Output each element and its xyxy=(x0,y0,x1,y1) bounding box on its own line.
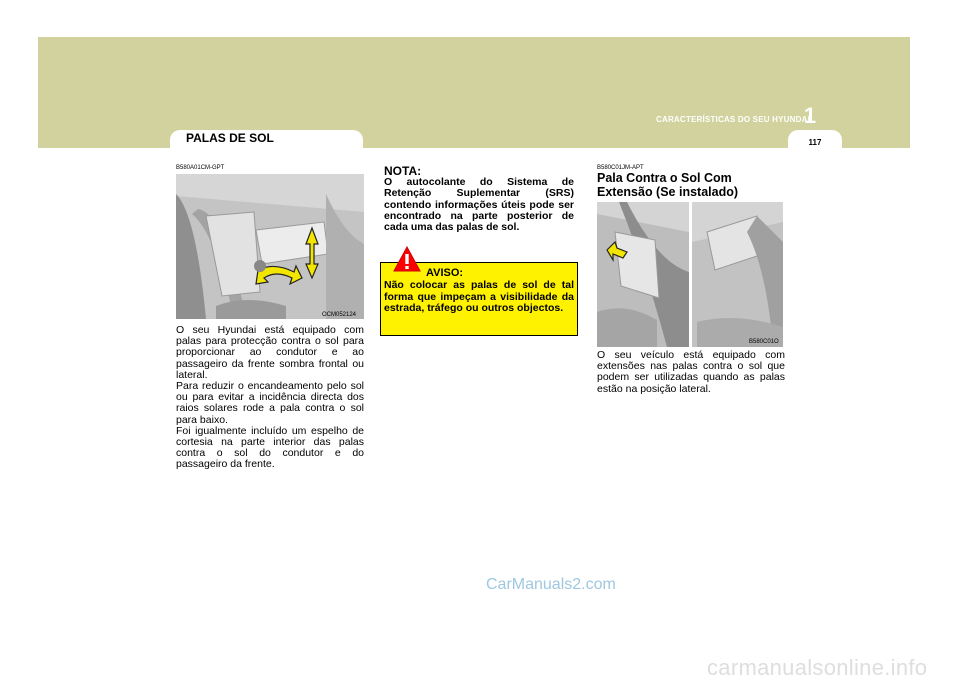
note-heading: NOTA: xyxy=(384,164,422,178)
visor-extension-photo xyxy=(597,202,783,347)
left-body-text xyxy=(176,325,364,471)
right-body-text: O seu veículo está equipado com extensões nas palas contra o sol que podem ser utilizadas quando as palas estão na posição lateral. xyxy=(597,349,785,395)
right-section-title: Pala Contra o Sol Com Extensão (Se instalado) xyxy=(597,171,739,199)
chapter-number: 1 xyxy=(803,103,817,128)
paragraph: Para reduzir o encandeamento pelo sol ou para evitar a incidência directa dos raios solares rode a pala contra o sol para baixo. xyxy=(176,380,364,426)
paragraph: O seu Hyundai está equipado com palas para protecção contra o sol para proporcionar ao condutor e ao passageiro da frente sombra frontal ou lateral. xyxy=(176,324,364,381)
warning-title: AVISO: xyxy=(426,267,464,279)
chapter-title: CARACTERÍSTICAS DO SEU HYUNDAI xyxy=(655,115,810,124)
warning-text: Não colocar as palas de sol de tal forma que impeçam a visibilidade da estrada, tráfego ou outros objectos. xyxy=(384,279,574,314)
right-code: B580C01JM-APT xyxy=(597,165,644,171)
sun-visor-photo xyxy=(176,174,364,319)
warning-triangle-icon xyxy=(393,246,421,272)
right-image-code: B580C01O xyxy=(749,339,779,345)
left-image-code: OCM052124 xyxy=(322,312,357,318)
note-text: O autocolante do Sistema de Retenção Suplementar (SRS) contendo informações úteis pode ser encontrado na parte posterior de cada uma das palas de sol. xyxy=(384,176,574,234)
paragraph: Foi igualmente incluído um espelho de cortesia na parte interior das palas contra o sol do condutor e do passageiro da frente. xyxy=(176,424,364,471)
watermark-top: CarManuals2.com xyxy=(486,576,616,593)
left-code: B580A01CM-GPT xyxy=(176,165,225,171)
section-title: PALAS DE SOL xyxy=(186,131,274,145)
watermark-bottom: carmanualsonline.info xyxy=(707,655,928,680)
header-band xyxy=(38,37,910,148)
page-number: 117 xyxy=(808,138,822,147)
